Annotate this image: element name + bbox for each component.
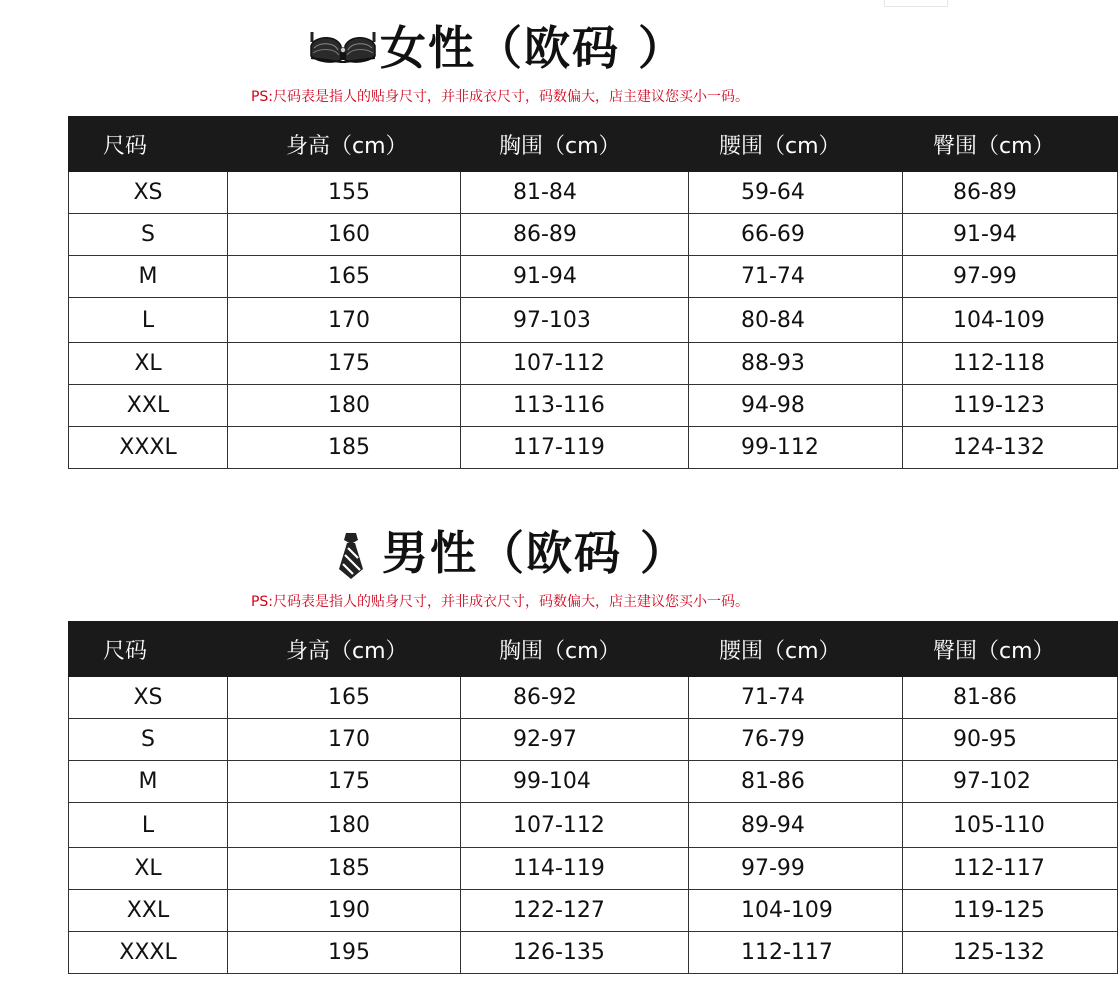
women-title-row (0, 22, 1000, 78)
cell-hip: 97-99 (903, 256, 1118, 298)
table-row (69, 932, 1118, 974)
table-row (69, 719, 1118, 761)
table-row (69, 677, 1118, 719)
corner-decoration (884, 0, 948, 7)
table-row (69, 298, 1118, 343)
cell-size: XXXL (69, 427, 228, 469)
cell-height: 170 (228, 298, 461, 343)
cell-chest: 107-112 (461, 803, 689, 848)
cell-chest: 86-89 (461, 214, 689, 256)
men-title: 男性（欧码 ） (382, 526, 689, 580)
cell-hip: 124-132 (903, 427, 1118, 469)
cell-size: XL (69, 343, 228, 385)
cell-height: 180 (228, 385, 461, 427)
cell-size: XXL (69, 385, 228, 427)
cell-height: 175 (228, 343, 461, 385)
cell-height: 165 (228, 677, 461, 719)
cell-chest: 122-127 (461, 890, 689, 932)
cell-chest: 117-119 (461, 427, 689, 469)
table-row (69, 803, 1118, 848)
table-row (69, 890, 1118, 932)
header-height: 身高（cm） (228, 622, 461, 677)
women-size-table (68, 116, 1118, 469)
cell-hip: 90-95 (903, 719, 1118, 761)
necktie-icon (336, 531, 366, 585)
cell-waist: 88-93 (689, 343, 903, 385)
cell-height: 185 (228, 427, 461, 469)
cell-waist: 81-86 (689, 761, 903, 803)
cell-height: 180 (228, 803, 461, 848)
bra-icon (308, 26, 378, 74)
header-size: 尺码 (69, 622, 228, 677)
cell-chest: 107-112 (461, 343, 689, 385)
cell-hip: 97-102 (903, 761, 1118, 803)
cell-height: 160 (228, 214, 461, 256)
cell-size: M (69, 761, 228, 803)
table-row (69, 343, 1118, 385)
cell-hip: 91-94 (903, 214, 1118, 256)
cell-height: 170 (228, 719, 461, 761)
cell-size: S (69, 214, 228, 256)
table-row (69, 172, 1118, 214)
cell-hip: 105-110 (903, 803, 1118, 848)
cell-height: 155 (228, 172, 461, 214)
cell-chest: 81-84 (461, 172, 689, 214)
table-header-row (69, 622, 1118, 677)
cell-size: M (69, 256, 228, 298)
table-row (69, 761, 1118, 803)
cell-waist: 59-64 (689, 172, 903, 214)
header-chest: 胸围（cm） (461, 622, 689, 677)
cell-chest: 99-104 (461, 761, 689, 803)
cell-chest: 114-119 (461, 848, 689, 890)
table-row (69, 848, 1118, 890)
cell-size: L (69, 803, 228, 848)
cell-hip: 104-109 (903, 298, 1118, 343)
cell-size: XS (69, 172, 228, 214)
cell-chest: 97-103 (461, 298, 689, 343)
table-row (69, 256, 1118, 298)
cell-waist: 99-112 (689, 427, 903, 469)
cell-hip: 112-118 (903, 343, 1118, 385)
table-row (69, 427, 1118, 469)
cell-size: XS (69, 677, 228, 719)
header-waist: 腰围（cm） (689, 622, 903, 677)
cell-size: L (69, 298, 228, 343)
cell-hip: 86-89 (903, 172, 1118, 214)
cell-height: 195 (228, 932, 461, 974)
men-size-table (68, 621, 1118, 974)
cell-waist: 97-99 (689, 848, 903, 890)
table-row (69, 214, 1118, 256)
women-size-note: PS:尺码表是指人的贴身尺寸，并非成衣尺寸，码数偏大，店主建议您买小一码。 (250, 89, 750, 105)
header-size: 尺码 (69, 117, 228, 172)
cell-chest: 86-92 (461, 677, 689, 719)
header-hip: 臀围（cm） (903, 622, 1118, 677)
cell-chest: 126-135 (461, 932, 689, 974)
cell-height: 165 (228, 256, 461, 298)
cell-waist: 89-94 (689, 803, 903, 848)
header-hip: 臀围（cm） (903, 117, 1118, 172)
header-chest: 胸围（cm） (461, 117, 689, 172)
header-height: 身高（cm） (228, 117, 461, 172)
cell-waist: 71-74 (689, 256, 903, 298)
cell-chest: 91-94 (461, 256, 689, 298)
table-row (69, 385, 1118, 427)
cell-chest: 92-97 (461, 719, 689, 761)
cell-size: XL (69, 848, 228, 890)
cell-hip: 81-86 (903, 677, 1118, 719)
cell-hip: 119-123 (903, 385, 1118, 427)
cell-height: 185 (228, 848, 461, 890)
men-title-row (0, 527, 1000, 583)
cell-waist: 104-109 (689, 890, 903, 932)
cell-hip: 119-125 (903, 890, 1118, 932)
men-size-note: PS:尺码表是指人的贴身尺寸，并非成衣尺寸，码数偏大，店主建议您买小一码。 (250, 594, 750, 610)
cell-waist: 94-98 (689, 385, 903, 427)
cell-waist: 80-84 (689, 298, 903, 343)
cell-waist: 112-117 (689, 932, 903, 974)
cell-hip: 112-117 (903, 848, 1118, 890)
table-header-row (69, 117, 1118, 172)
cell-height: 190 (228, 890, 461, 932)
cell-hip: 125-132 (903, 932, 1118, 974)
cell-waist: 71-74 (689, 677, 903, 719)
cell-height: 175 (228, 761, 461, 803)
header-waist: 腰围（cm） (689, 117, 903, 172)
cell-size: XXL (69, 890, 228, 932)
cell-waist: 66-69 (689, 214, 903, 256)
cell-size: S (69, 719, 228, 761)
cell-waist: 76-79 (689, 719, 903, 761)
cell-chest: 113-116 (461, 385, 689, 427)
women-title: 女性（欧码 ） (380, 21, 687, 75)
cell-size: XXXL (69, 932, 228, 974)
